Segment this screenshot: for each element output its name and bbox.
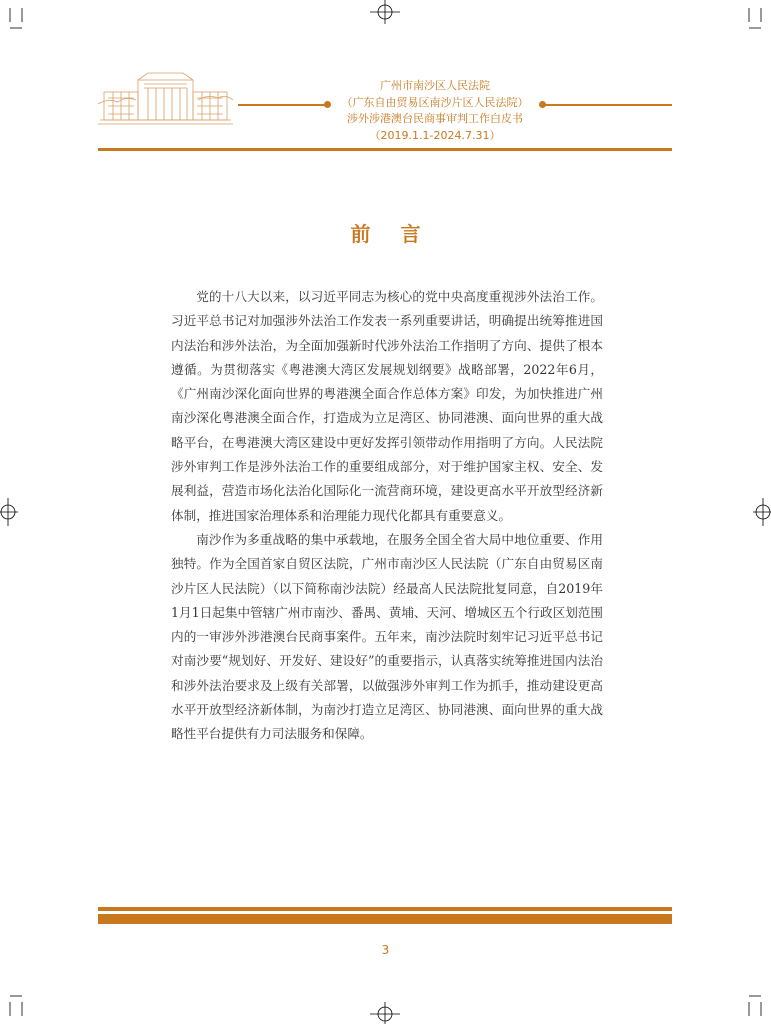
header-date-range: （2019.1.1-2024.7.31） <box>369 128 501 142</box>
header-court-alt-name: （广东自由贸易区南沙片区人民法院） <box>341 95 529 109</box>
header-document-title: 涉外涉港澳台民商事审判工作白皮书 <box>347 112 523 125</box>
header-bar <box>98 148 672 151</box>
header-court-name: 广州市南沙区人民法院 <box>380 79 490 92</box>
page-number: 3 <box>381 943 390 957</box>
footer-bar-thick <box>98 914 672 924</box>
paragraph-1: 党的十八大以来，以习近平同志为核心的党中央高度重视涉外法治工作。习近平总书记对加强涉外法治工作发表一系列重要讲话，明确提出统筹推进国内法治和涉外法治，为全面加强新时代涉外法治工作指明了方向、提供了根本遵循。为贯彻落实《粤港澳大湾区发展规划纲要》战略部署，2022年6月，《广州南沙深化面向世界的粤港澳全面合作总体方案》印发，为加快推进广州南沙深化粤港澳全面合作，打造成为立足湾区、协同港澳、面向世界的重大战略平台，在粤港澳大湾区建设中更好发挥引领带动作用指明了方向。人民法院涉外审判工作是涉外法治工作的重要组成部分，对于维护国家主权、安全、发展利益，营造市场化法治化国际化一流营商环境，建设更高水平开放型经济新体制，推进国家治理体系和治理能力现代化都具有重要意义。 <box>171 289 603 523</box>
paragraph-2: 南沙作为多重战略的集中承载地，在服务全国全省大局中地位重要、作用独特。作为全国首家自贸区法院，广州市南沙区人民法院（广东自由贸易区南沙片区人民法院）（以下简称南沙法院）经最高人民法院批复同意，自2019年1月1日起集中管辖广州市南沙、番禺、黄埔、天河、增城区五个行政区划范围内的一审涉外涉港澳台民商事案件。五年来，南沙法院时刻牢记习近平总书记对南沙要“规划好、开发好、建设好”的重要指示，认真落实统筹推进国内法治和涉外法治要求及上级有关部署，以做强涉外审判工作为抓手，推动建设更高水平开放型经济新体制，为南沙打造立足湾区、协同港澳、面向世界的重大战略性平台提供有力司法服务和保障。 <box>171 531 603 742</box>
courthouse-building-icon <box>98 70 233 128</box>
running-header <box>300 78 570 144</box>
footer-bar-thin <box>98 907 672 911</box>
preface-body <box>171 285 603 747</box>
page-title: 前言 <box>350 222 451 246</box>
